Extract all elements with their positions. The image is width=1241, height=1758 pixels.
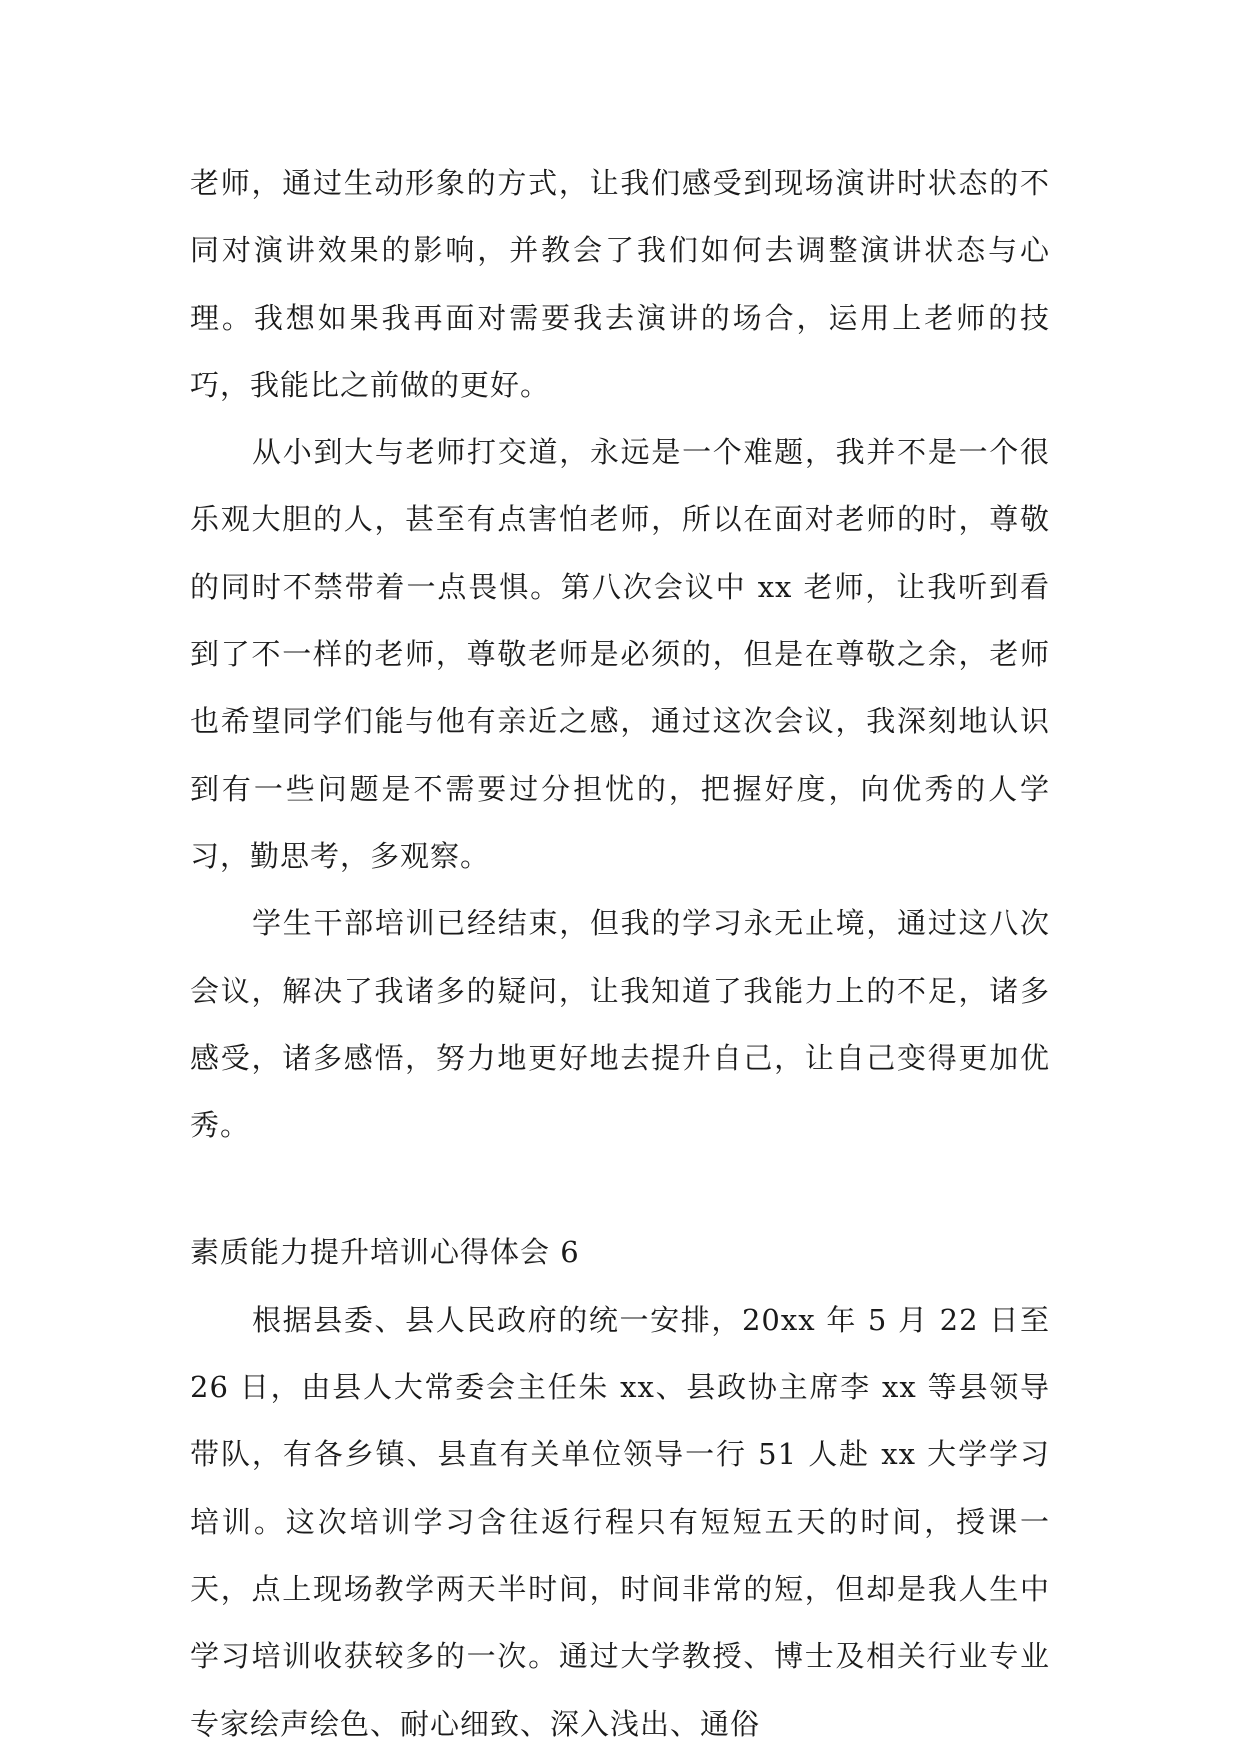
document-body xyxy=(190,150,1050,1758)
section-heading: 素质能力提升培训心得体会 6 xyxy=(190,1235,580,1270)
paragraph-section6-intro: 根据县委、县人民政府的统一安排，20xx 年 5 月 22 日至 26 日，由县人大常委会主任朱 xx、县政协主席李 xx 等县领导带队，有各乡镇、县直有关单位领导一行 51 人赴 xx 大学学习培训。这次培训学习含往返行程只有短短五天的时间，授课一天，点上现场教学两天半时间，时间非常的短，但却是我人生中学习培训收获较多的一次。通过大学教授、博士及相关行业专业专家绘声绘色、耐心细致、深入浅出、通俗 xyxy=(190,1302,1050,1741)
paragraph-training-conclusion: 学生干部培训已经结束，但我的学习永无止境，通过这八次会议，解决了我诸多的疑问，让我知道了我能力上的不足，诸多感受，诸多感悟，努力地更好地去提升自己，让自己变得更加优秀。 xyxy=(190,906,1050,1143)
paragraph-teacher-relations: 从小到大与老师打交道，永远是一个难题，我并不是一个很乐观大胆的人，甚至有点害怕老师，所以在面对老师的时，尊敬的同时不禁带着一点畏惧。第八次会议中 xx 老师，让我听到看到了不一样的老师，尊敬老师是必须的，但是在尊敬之余，老师也希望同学们能与他有亲近之感，通过这次会议，我深刻地认识到有一些问题是不需要过分担忧的，把握好度，向优秀的人学习，勤思考，多观察。 xyxy=(190,435,1050,873)
paragraph-continuation: 老师，通过生动形象的方式，让我们感受到现场演讲时状态的不同对演讲效果的影响，并教会了我们如何去调整演讲状态与心理。我想如果我再面对需要我去演讲的场合，运用上老师的技巧，我能比之前做的更好。 xyxy=(190,166,1050,402)
